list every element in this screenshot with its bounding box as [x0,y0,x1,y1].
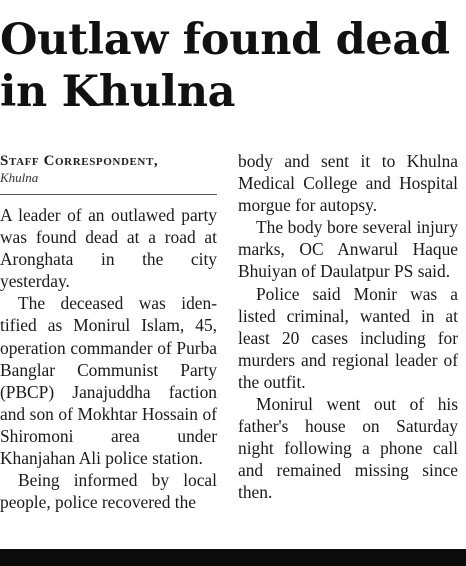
right-column [238,150,458,504]
paragraph-1: A leader of an outlawed party was found dead at a road at Aronghata in the city yesterday. [0,205,217,292]
left-column [0,150,217,513]
byline [0,150,217,188]
paragraph-5: Police said Monir was a listed criminal, wanted in at least 20 cases including for murders and regional leader of the outfit. [238,283,458,392]
byline-divider [0,194,217,195]
article-headline [0,14,466,118]
byline-author: Staff Correspondent, [0,153,159,169]
byline-location: Khulna [0,170,39,185]
paragraph-3-start: Being informed by local people, police recovered the [0,470,217,513]
headline-line-2: in Khulna [0,67,236,117]
paragraph-4: The body bore several injury marks, OC Anwarul Haque Bhuiyan of Daulatpur PS said. [238,217,458,282]
paragraph-6: Monirul went out of his father's house on Saturday night following a phone call and remained missing since then. [238,394,458,503]
headline-line-1: Outlaw found dead [0,15,450,65]
paragraph-2: The deceased was iden-tified as Monirul Islam, 45, operation commander of Purba Banglar Communist Party (PBCP) Janajuddha faction and son of Mokhtar Hossain of Shiromoni area under Khanjahan Ali police station. [0,293,217,469]
bottom-edge-band [0,549,466,566]
paragraph-3-continued: body and sent it to Khulna Medical College and Hospital morgue for autopsy. [238,151,458,216]
